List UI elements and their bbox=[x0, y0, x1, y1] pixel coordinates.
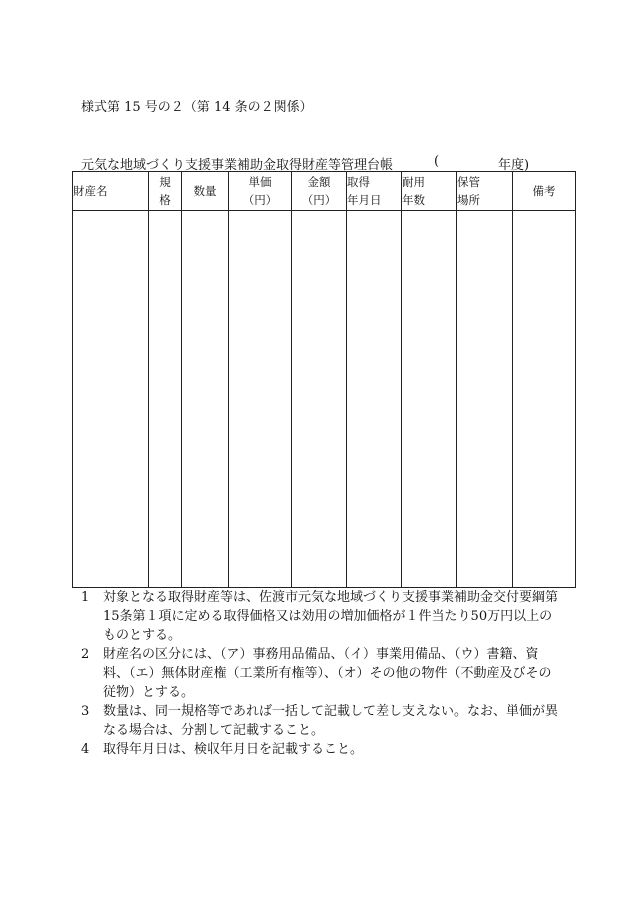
cell-useful-life[interactable] bbox=[402, 211, 457, 588]
cell-remarks[interactable] bbox=[513, 211, 576, 588]
note-number: 1 bbox=[81, 590, 90, 605]
note-number: 3 bbox=[81, 704, 90, 719]
col-useful-life: 耐用 年数 bbox=[402, 172, 457, 211]
year-paren-open: ( bbox=[434, 154, 440, 169]
asset-ledger-table bbox=[72, 171, 576, 588]
col-spec: 規 格 bbox=[149, 172, 182, 211]
cell-acquisition-date[interactable] bbox=[347, 211, 402, 588]
cell-amount[interactable] bbox=[292, 211, 347, 588]
cell-storage-location[interactable] bbox=[457, 211, 513, 588]
form-number: 様式第 15 号の２（第 14 条の２関係） bbox=[81, 100, 313, 115]
note-item bbox=[81, 740, 561, 759]
col-amount: 金額 （円） bbox=[292, 172, 347, 211]
note-item bbox=[81, 588, 561, 645]
note-text: 数量は、同一規格等であれば一括して記載して差し支えない。なお、単価が異なる場合は、分割して記載すること。 bbox=[103, 704, 559, 738]
col-unit-price: 単価 （円） bbox=[229, 172, 292, 211]
note-text: 対象となる取得財産等は、佐渡市元気な地域づくり支援事業補助金交付要綱第15条第１項に定める取得価格又は効用の増加価格が１件当たり50万円以上のものとする。 bbox=[103, 590, 559, 643]
table-body-row bbox=[73, 211, 576, 588]
col-storage-location: 保管 場所 bbox=[457, 172, 513, 211]
ledger-title-text: 元気な地域づくり支援事業補助金取得財産等管理台帳 bbox=[81, 158, 394, 173]
col-asset-name: 財産名 bbox=[73, 172, 149, 211]
col-remarks: 備考 bbox=[513, 172, 576, 211]
note-number: 4 bbox=[81, 742, 90, 757]
cell-unit-price[interactable] bbox=[229, 211, 292, 588]
note-text: 財産名の区分には、（ア）事務用品備品、（イ）事業用備品、（ウ）書籍、資料、（エ）無体財産権（工業所有権等）、（オ）その他の物件（不動産及びその従物）とする。 bbox=[103, 647, 552, 700]
notes bbox=[81, 588, 561, 759]
cell-quantity[interactable] bbox=[182, 211, 229, 588]
note-text: 取得年月日は、検収年月日を記載すること。 bbox=[103, 742, 364, 757]
table-header-row bbox=[73, 172, 576, 211]
col-quantity: 数量 bbox=[182, 172, 229, 211]
year-label: 年度) bbox=[498, 158, 530, 173]
note-number: 2 bbox=[81, 647, 90, 662]
cell-asset-name[interactable] bbox=[73, 211, 149, 588]
note-item bbox=[81, 702, 561, 740]
col-acquisition-date: 取得 年月日 bbox=[347, 172, 402, 211]
cell-spec[interactable] bbox=[149, 211, 182, 588]
note-item bbox=[81, 645, 561, 702]
